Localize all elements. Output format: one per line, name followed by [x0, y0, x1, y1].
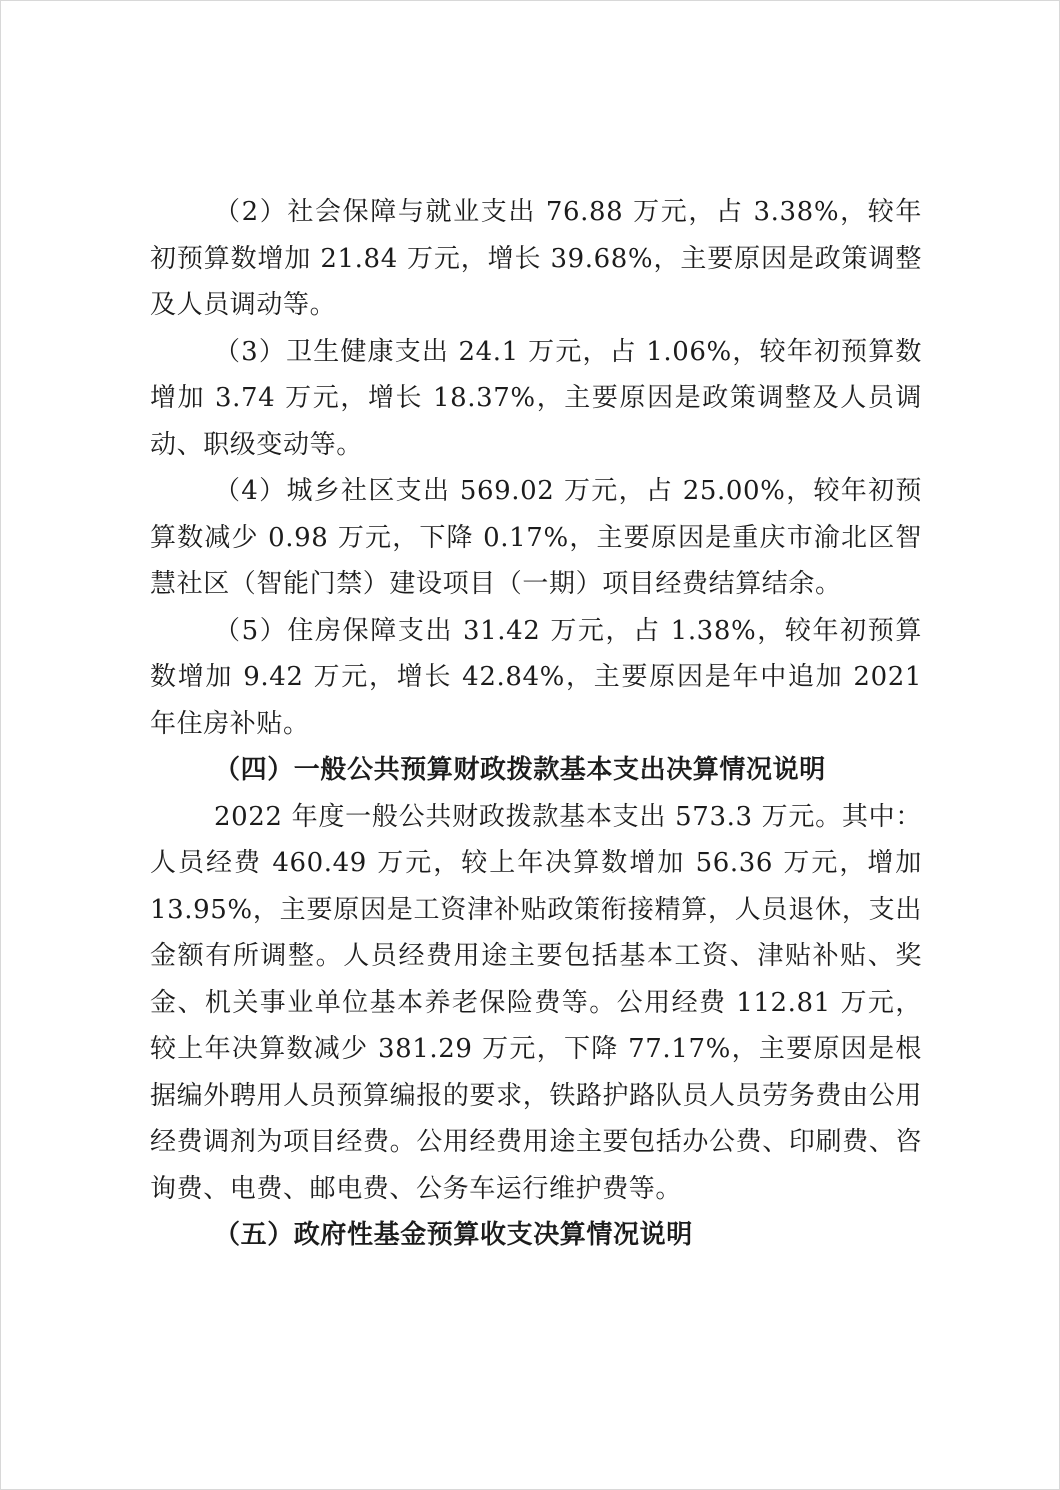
paragraph-basic-expenditure: 2022 年度一般公共财政拨款基本支出 573.3 万元。其中：人员经费 460.49 万元，较上年决算数增加 56.36 万元，增加 13.95%，主要原因是工资津补贴政策衔接精算，人员退休，支出金额有所调整。人员经费用途主要包括基本工资、津贴补贴、奖金、机关事业单位基本养老保险费等。公用经费 112.81 万元，较上年决算数减少 381.29 万元，下降 77.17%，主要原因是根据编外聘用人员预算编报的要求，铁路护路队员人员劳务费由公用经费调剂为项目经费。公用经费用途主要包括办公费、印刷费、咨询费、电费、邮电费、公务车运行维护费等。 — [150, 801, 922, 1204]
paragraph-health: （3）卫生健康支出 24.1 万元，占 1.06%，较年初预算数增加 3.74 万元，增长 18.37%，主要原因是政策调整及人员调动、职级变动等。 — [150, 336, 922, 460]
section-heading-basic-expenditure: （四）一般公共预算财政拨款基本支出决算情况说明 — [214, 755, 826, 785]
paragraph-social-security: （2）社会保障与就业支出 76.88 万元，占 3.38%，较年初预算数增加 21.84 万元，增长 39.68%，主要原因是政策调整及人员调动等。 — [150, 197, 922, 320]
paragraph-urban-rural: （4）城乡社区支出 569.02 万元，占 25.00%，较年初预算数减少 0.98 万元，下降 0.17%，主要原因是重庆市渝北区智慧社区（智能门禁）建设项目（一期）项目经费结算结余。 — [150, 476, 922, 599]
paragraph-housing: （5）住房保障支出 31.42 万元，占 1.38%，较年初预算数增加 9.42 万元，增长 42.84%，主要原因是年中追加 2021 年住房补贴。 — [150, 615, 922, 739]
document-body — [150, 189, 922, 1259]
section-heading-government-fund: （五）政府性基金预算收支决算情况说明 — [214, 1220, 693, 1250]
